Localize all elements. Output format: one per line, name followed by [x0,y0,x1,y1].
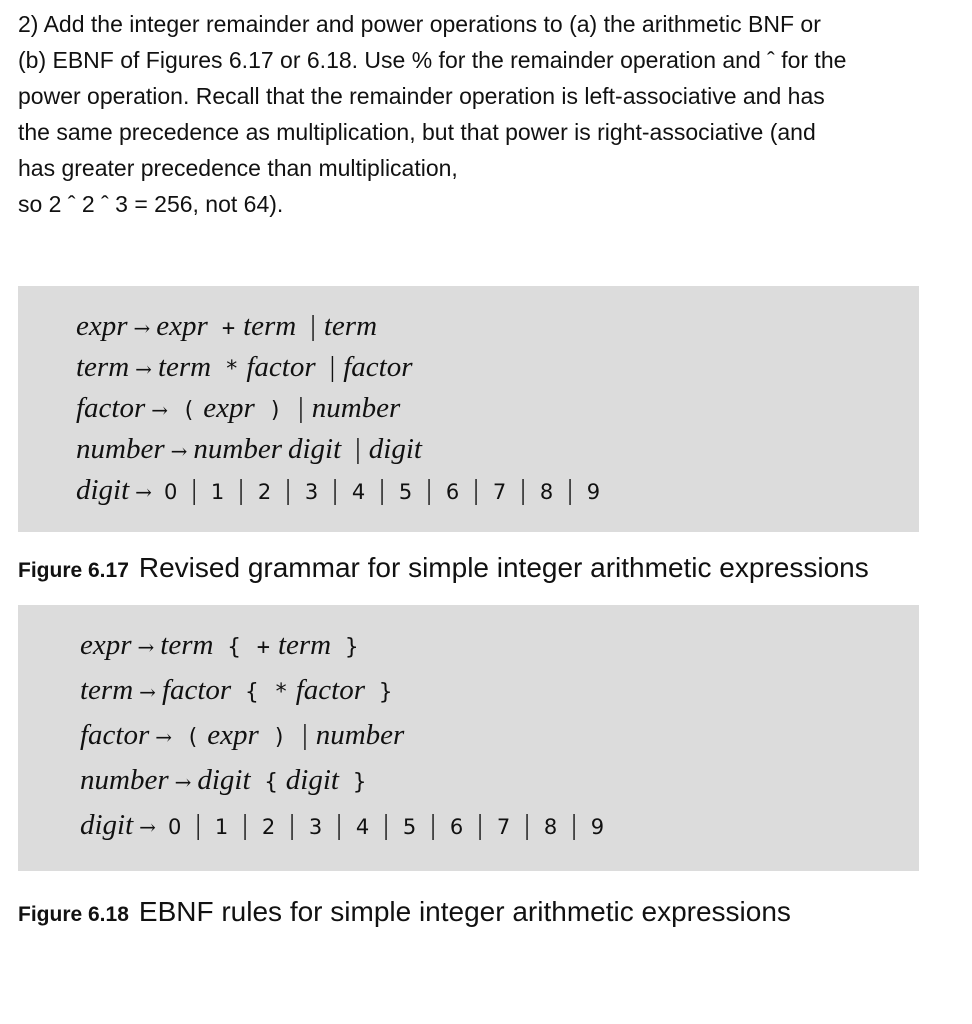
rule-arrow: → [170,439,188,463]
rule-lhs: digit [76,474,130,506]
alternation-bar: | [298,393,304,424]
alternation-bar: | [289,810,295,841]
alternation-bar: | [310,311,316,342]
terminal-digit: 1 [214,815,229,839]
terminal-symbol: { [227,635,241,660]
figure-caption-text: Revised grammar for simple integer arithmetic expressions [138,552,869,583]
alternation-bar: | [473,475,479,506]
terminal-digit: 3 [308,815,323,839]
terminal-digit: 7 [496,815,511,839]
rule-lhs: number [80,764,169,796]
grammar-rule [76,351,419,384]
alternation-bar: | [336,810,342,841]
question-line: 2) Add the integer remainder and power operations to (a) the arithmetic BNF or [18,11,821,37]
nonterminal: number [193,433,282,465]
alternation-bar: | [302,720,308,751]
terminal-digit: 8 [543,815,558,839]
terminal-symbol: + [256,635,270,660]
terminal-symbol: ) [268,398,283,423]
rule-arrow: → [133,316,151,340]
rule-lhs: factor [80,719,150,751]
terminal-symbol: * [274,680,288,705]
figure-6-18-caption [18,896,791,928]
rule-lhs: term [76,351,130,383]
terminal-symbol: ( [186,725,200,750]
rule-arrow: → [137,635,155,659]
grammar-rule [76,433,428,466]
alternation-bar: | [524,810,530,841]
grammar-rule [80,764,374,797]
terminal-symbol: ) [272,725,287,750]
terminal-digit: 4 [355,815,370,839]
terminal-digit: 5 [398,480,413,504]
nonterminal: term [323,310,378,342]
alternation-bar: | [238,475,244,506]
alternation-bar: | [477,810,483,841]
rule-arrow: → [135,357,152,381]
terminal-digit: 0 [167,815,182,839]
grammar-rule [80,674,400,707]
terminal-digit: 6 [449,815,464,839]
question-line: so 2 ˆ 2 ˆ 3 = 256, not 64). [18,191,284,217]
rule-arrow: → [139,815,156,839]
terminal-digit: 7 [492,480,507,504]
terminal-symbol: } [352,770,367,795]
terminal-symbol: ( [182,398,196,423]
nonterminal: factor [161,674,232,706]
terminal-symbol: + [221,316,236,341]
terminal-symbol: } [379,680,393,705]
terminal-digit: 9 [590,815,605,839]
alternation-bar: | [426,475,432,506]
rule-arrow: → [174,770,192,794]
nonterminal: number [311,392,401,424]
nonterminal: digit [197,764,251,796]
rule-lhs: expr [76,310,128,342]
alternation-bar: | [567,475,573,506]
terminal-digit: 4 [351,480,366,504]
alternation-bar: | [195,810,201,841]
alternation-bar: | [242,810,248,841]
rule-lhs: number [76,433,165,465]
rule-lhs: expr [80,629,132,661]
rule-arrow: → [139,680,156,704]
nonterminal: factor [343,351,413,383]
nonterminal: expr [203,392,255,424]
rule-lhs: digit [80,809,134,841]
question-line: the same precedence as multiplication, but that power is right-associative (and [18,119,816,145]
terminal-symbol: { [245,680,259,705]
figure-number: Figure 6.17 [18,559,129,582]
nonterminal: digit [287,433,342,465]
figure-caption-text: EBNF rules for simple integer arithmetic expressions [138,896,791,927]
nonterminal: factor [295,674,365,706]
terminal-symbol: * [225,357,239,382]
alternation-bar: | [520,475,526,506]
nonterminal: digit [368,433,422,465]
terminal-digit: 8 [539,480,554,504]
alternation-bar: | [379,475,385,506]
terminal-digit: 3 [304,480,319,504]
alternation-bar: | [571,810,577,841]
terminal-symbol: { [264,770,278,795]
nonterminal: expr [207,719,259,751]
nonterminal: digit [285,764,339,796]
nonterminal: term [157,351,212,383]
terminal-digit: 1 [210,480,225,504]
terminal-digit: 2 [257,480,272,504]
nonterminal: term [277,629,332,661]
terminal-digit: 9 [586,480,601,504]
figure-number: Figure 6.18 [18,903,129,926]
alternation-bar: | [430,810,436,841]
question-text [18,6,948,222]
rule-lhs: factor [76,392,146,424]
alternation-bar: | [383,810,389,841]
rule-arrow: → [155,725,173,749]
rule-arrow: → [151,398,169,422]
grammar-rule [80,809,610,842]
terminal-digit: 0 [163,480,178,504]
grammar-rule [76,474,606,507]
grammar-rule [80,629,366,662]
question-line: (b) EBNF of Figures 6.17 or 6.18. Use % for the remainder operation and ˆ for the [18,47,847,73]
alternation-bar: | [332,475,338,506]
terminal-digit: 2 [261,815,276,839]
grammar-rule [76,310,383,343]
question-line: has greater precedence than multiplication, [18,155,458,181]
nonterminal: expr [156,310,208,342]
nonterminal: factor [246,351,316,383]
grammar-rule [80,719,410,752]
figure-6-17-grammar-box [18,286,919,532]
alternation-bar: | [285,475,291,506]
nonterminal: number [315,719,405,751]
figure-6-17-caption [18,552,869,584]
alternation-bar: | [191,475,197,506]
question-line: power operation. Recall that the remainder operation is left-associative and has [18,83,825,109]
terminal-symbol: } [345,635,359,660]
terminal-digit: 6 [445,480,460,504]
terminal-digit: 5 [402,815,417,839]
grammar-rule [76,392,406,425]
rule-arrow: → [135,480,152,504]
alternation-bar: | [329,352,336,383]
nonterminal: term [160,629,214,661]
figure-6-18-grammar-box [18,605,919,871]
nonterminal: term [243,310,297,342]
rule-lhs: term [80,674,134,706]
alternation-bar: | [355,434,361,465]
